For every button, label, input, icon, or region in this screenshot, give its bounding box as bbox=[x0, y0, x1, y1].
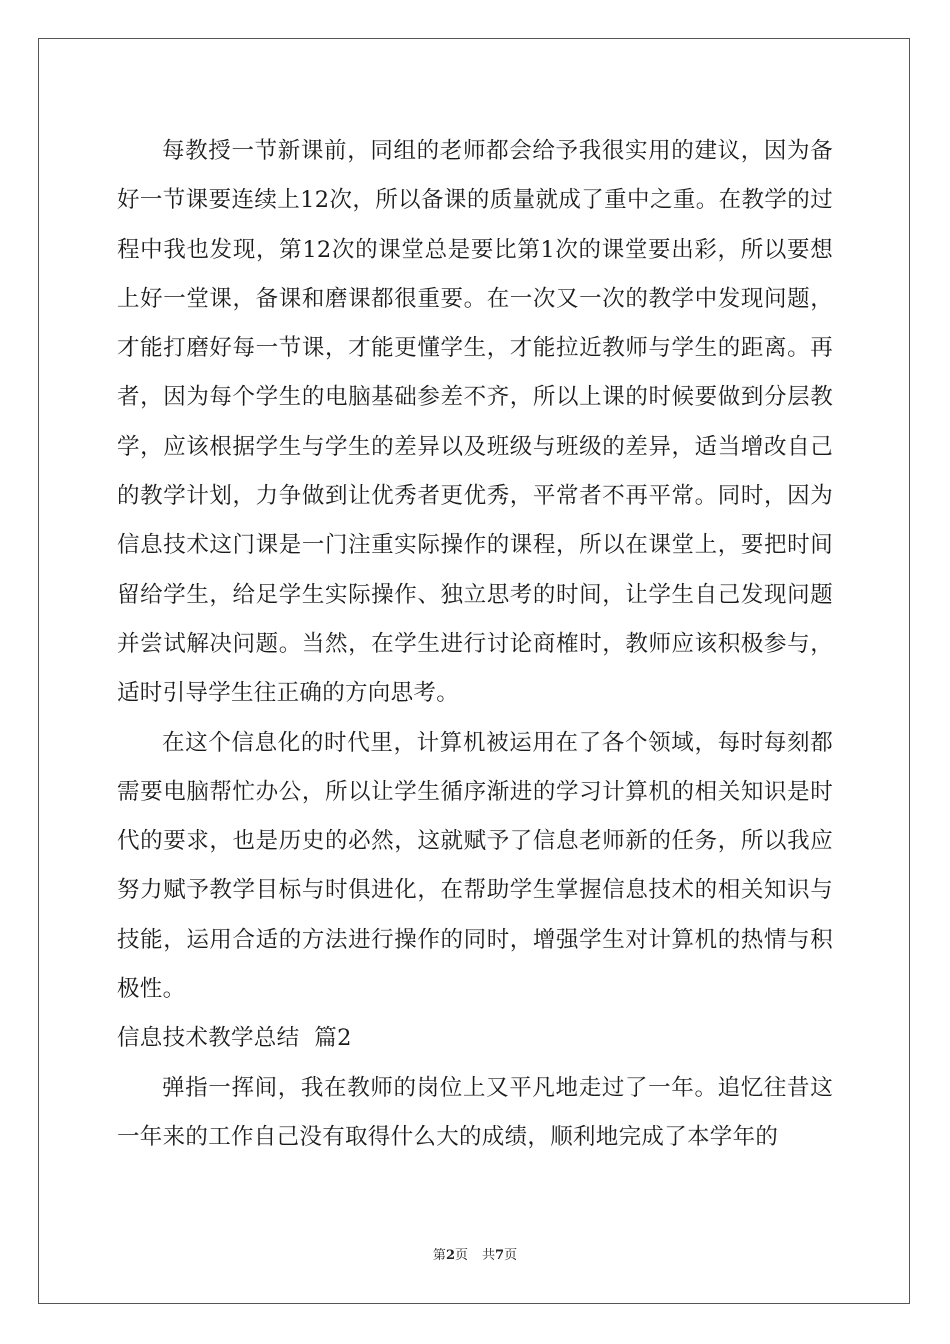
page-footer bbox=[0, 1244, 950, 1263]
total-prefix: 共 bbox=[482, 1248, 496, 1263]
document-body bbox=[117, 127, 833, 1162]
section-heading: 信息技术教学总结 篇2 bbox=[117, 1025, 352, 1052]
page-prefix: 第 bbox=[432, 1248, 446, 1263]
page-number: 2 bbox=[445, 1248, 455, 1263]
section-paragraph: 弹指一挥间，我在教师的岗位上又平凡地走过了一年。追忆往昔这一年来的工作自己没有取得什么大的成绩，顺利地完成了本学年的 bbox=[117, 1074, 833, 1150]
body-paragraph-2: 在这个信息化的时代里，计算机被运用在了各个领域，每时每刻都需要电脑帮忙办公，所以让学生循序渐进的学习计算机的相关知识是时代的要求，也是历史的必然，这就赋予了信息老师新的任务，所以我应努力赋予教学目标与时俱进化，在帮助学生掌握信息技术的相关知识与技能，运用合适的方法进行操作的同时，增强学生对计算机的热情与积极性。 bbox=[117, 729, 833, 1003]
body-paragraph-1: 每教授一节新课前，同组的老师都会给予我很实用的建议，因为备好一节课要连续上12次，所以备课的质量就成了重中之重。在教学的过程中我也发现，第12次的课堂总是要比第1次的课堂要出彩，所以要想上好一堂课，备课和磨课都很重要。在一次又一次的教学中发现问题，才能打磨好每一节课，才能更懂学生，才能拉近教师与学生的距离。再者，因为每个学生的电脑基础参差不齐，所以上课的时候要做到分层教学，应该根据学生与学生的差异以及班级与班级的差异，适当增改自己的教学计划，力争做到让优秀者更优秀，平常者不再平常。同时，因为信息技术这门课是一门注重实际操作的课程，所以在课堂上，要把时间留给学生，给足学生实际操作、独立思考的时间，让学生自己发现问题并尝试解决问题。当然，在学生进行讨论商榷时，教师应该积极参与，适时引导学生往正确的方向思考。 bbox=[117, 138, 833, 707]
page-suffix: 页 bbox=[454, 1248, 468, 1263]
total-pages: 7 bbox=[495, 1248, 505, 1263]
total-suffix: 页 bbox=[504, 1248, 518, 1263]
